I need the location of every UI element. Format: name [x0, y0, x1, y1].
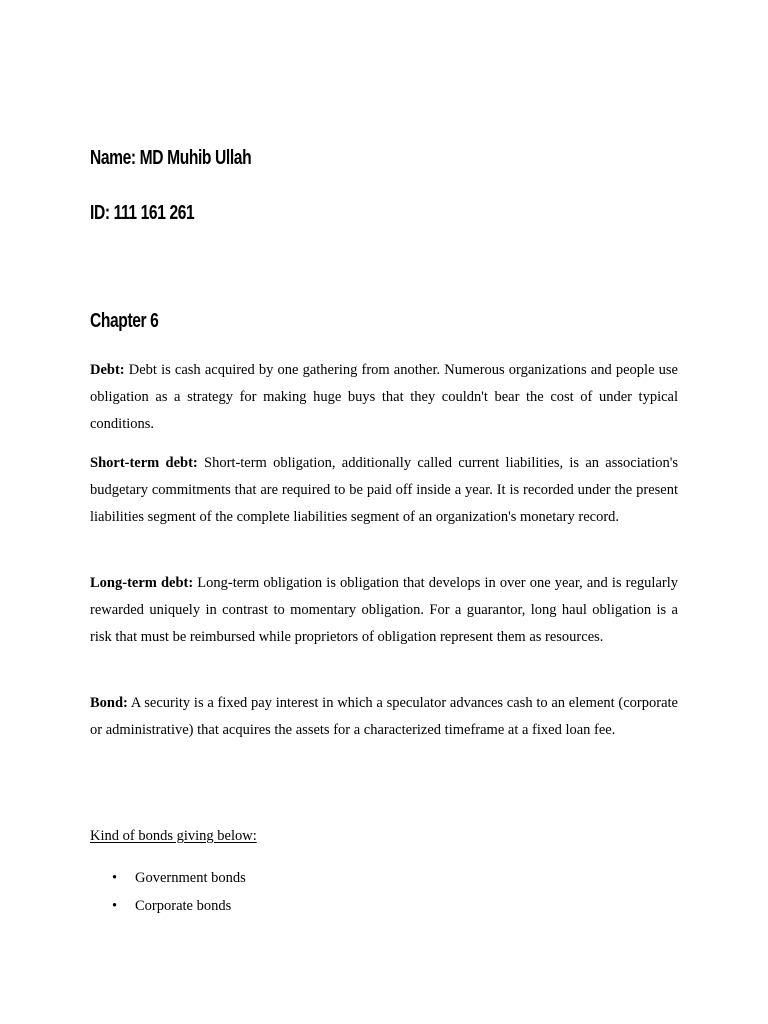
list-item	[90, 864, 246, 892]
definition-term: Bond:	[90, 695, 128, 711]
definition-text: A security is a fixed pay interest in which a speculator advances cash to an element (corporate or administrative) that acquires the assets for a characterized timeframe at a fixed loan fee.	[90, 695, 678, 738]
definition-term: Debt:	[90, 362, 125, 378]
definition-bond	[90, 690, 678, 744]
definition-debt	[90, 357, 678, 438]
list-item-label: Corporate bonds	[135, 898, 232, 914]
bullet-icon: •	[112, 870, 118, 886]
bullet-icon: •	[112, 898, 118, 914]
definition-text: Long-term obligation is obligation that develops in over one year, and is regularly rewarded uniquely in contrast to momentary obligation. For a guarantor, long haul obligation is a risk that must be reimbursed while proprietors of obligation represent them as resources.	[90, 575, 678, 645]
bond-kinds-list	[90, 864, 246, 920]
student-id-heading: ID: 111 161 261	[90, 202, 195, 224]
definition-short-term-debt	[90, 450, 678, 531]
definition-text: Short-term obligation, additionally called current liabilities, is an association's budgetary commitments that are required to be paid off inside a year. It is recorded under the present liabilities segment of the complete liabilities segment of an organization's monetary record.	[90, 455, 678, 525]
definition-text: Debt is cash acquired by one gathering from another. Numerous organizations and people use obligation as a strategy for making huge buys that they couldn't bear the cost of under typical conditions.	[90, 362, 678, 432]
student-name-heading: Name: MD Muhib Ullah	[90, 147, 252, 169]
list-item	[90, 892, 246, 920]
chapter-title: Chapter 6	[90, 310, 159, 332]
definition-term: Short-term debt:	[90, 455, 198, 471]
bond-kinds-title: Kind of bonds giving below:	[90, 828, 257, 844]
definition-long-term-debt	[90, 570, 678, 651]
list-item-label: Government bonds	[135, 870, 246, 886]
definition-term: Long-term debt:	[90, 575, 194, 591]
